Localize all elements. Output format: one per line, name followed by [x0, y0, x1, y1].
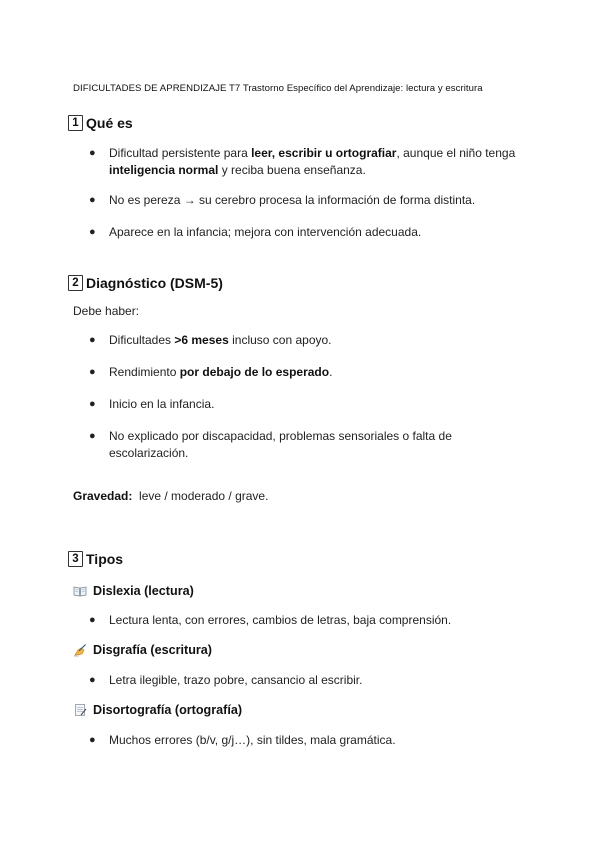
- type-title: Disortografía (ortografía): [93, 703, 243, 717]
- bullet-dot: ●: [89, 734, 96, 746]
- number-1-badge: 1: [68, 115, 83, 131]
- list-item-text: Muchos errores (b/v, g/j…), sin tildes, mala gramática.: [109, 733, 396, 747]
- section-heading-tipos: [68, 551, 123, 567]
- severity-label: Gravedad:: [73, 489, 133, 503]
- section-title: Qué es: [86, 115, 133, 131]
- bullet-dot: ●: [89, 614, 96, 626]
- bullet-dot: ●: [89, 147, 96, 159]
- text: Dificultad persistente para: [109, 146, 252, 160]
- number-3-badge: 3: [68, 551, 83, 567]
- type-title: Disgrafía (escritura): [93, 643, 212, 657]
- section-title: Diagnóstico (DSM-5): [86, 275, 223, 291]
- bullet-dot: ●: [89, 430, 96, 442]
- text: Rendimiento: [109, 365, 180, 379]
- text: Dificultades: [109, 333, 175, 347]
- type-heading-disortografia: [73, 703, 242, 717]
- bullet-dot: ●: [89, 194, 96, 206]
- list-item-text: No es pereza → su cerebro procesa la información de forma distinta.: [109, 193, 476, 207]
- memo-icon: [73, 703, 87, 717]
- text: incluso con apoyo.: [228, 333, 332, 347]
- strong-text: por debajo de lo esperado: [179, 365, 330, 379]
- strong-text: inteligencia normal: [109, 162, 219, 177]
- type-title: Dislexia (lectura): [93, 584, 194, 598]
- strong-text: >6 meses: [174, 333, 229, 347]
- type-heading-disgrafia: [73, 643, 212, 657]
- open-book-icon: [73, 584, 87, 598]
- bullet-dot: ●: [89, 226, 96, 238]
- bullet-dot: ●: [89, 334, 96, 346]
- list-item-text: Letra ilegible, trazo pobre, cansancio al escribir.: [109, 673, 363, 687]
- text: , aunque el niño tenga: [396, 146, 516, 160]
- strong-text: leer, escribir u ortografiar: [251, 146, 397, 160]
- section-title: Tipos: [86, 551, 124, 567]
- text: y reciba buena enseñanza.: [218, 162, 366, 177]
- list-item-text: Lectura lenta, con errores, cambios de letras, baja comprensión.: [109, 613, 452, 627]
- number-2-badge: 2: [68, 275, 83, 291]
- document-header: DIFICULTADES DE APRENDIZAJE T7 Trastorno Específico del Aprendizaje: lectura y escritura: [73, 83, 483, 94]
- writing-hand-icon: [73, 643, 87, 657]
- list-item-text: Inicio en la infancia.: [109, 397, 215, 411]
- list-item-text: Aparece en la infancia; mejora con intervención adecuada.: [109, 225, 422, 239]
- section-heading-diagnostico: [68, 275, 223, 291]
- text: escolarización.: [109, 445, 189, 460]
- bullet-dot: ●: [89, 674, 96, 686]
- text: No explicado por discapacidad, problemas sensoriales o falta de: [109, 429, 452, 443]
- bullet-dot: ●: [89, 366, 96, 378]
- severity-value: leve / moderado / grave.: [139, 489, 269, 503]
- section-heading-que-es: [68, 115, 133, 131]
- bullet-dot: ●: [89, 398, 96, 410]
- text: .: [329, 365, 333, 379]
- severity-line: [73, 489, 268, 503]
- intro-text: Debe haber:: [73, 304, 140, 318]
- type-heading-dislexia: [73, 584, 194, 598]
